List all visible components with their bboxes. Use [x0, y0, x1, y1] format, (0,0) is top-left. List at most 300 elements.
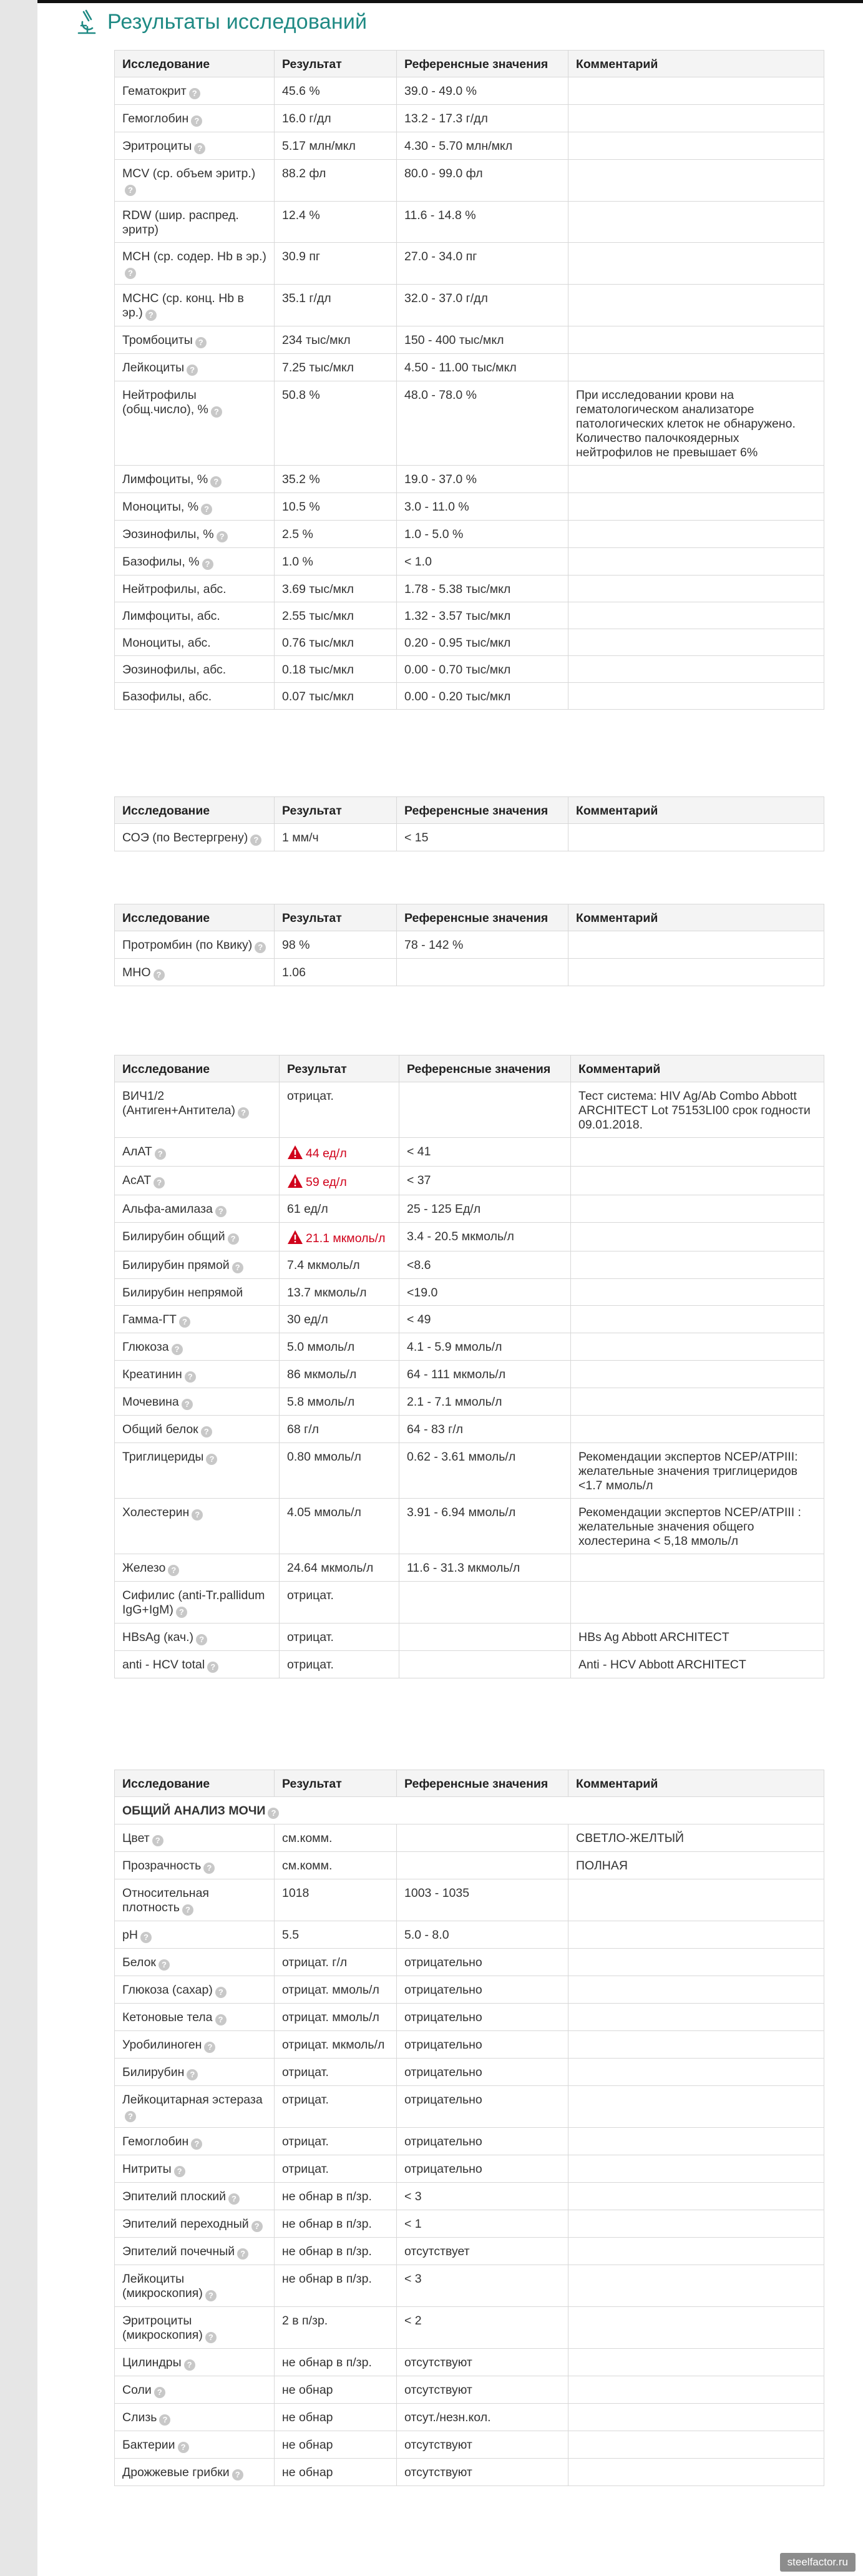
comment-cell: [568, 105, 824, 132]
test-name: Нейтрофилы (общ.число), %: [122, 388, 208, 416]
table-row: [115, 354, 824, 381]
result-value: 35.1 г/дл: [282, 291, 331, 305]
help-icon[interactable]: ?: [168, 1565, 179, 1576]
help-icon[interactable]: ?: [205, 2332, 217, 2343]
help-icon[interactable]: ?: [154, 2387, 165, 2398]
comment-cell: [568, 77, 824, 105]
comment-cell: [568, 575, 824, 602]
reference-value: 32.0 - 37.0 г/дл: [404, 291, 488, 305]
reference-cell: [397, 1852, 568, 1879]
table-row: [115, 2086, 824, 2128]
result-cell: [275, 2031, 397, 2059]
help-icon[interactable]: ?: [217, 531, 228, 542]
test-name: Альфа-амилаза: [122, 1202, 213, 1216]
reference-cell: [399, 1651, 571, 1678]
test-name-cell: [115, 548, 275, 575]
help-icon[interactable]: ?: [182, 1904, 193, 1916]
reference-cell: [397, 2404, 568, 2431]
test-name-cell: [115, 1623, 280, 1651]
test-name: Лейкоцитарная эстераза: [122, 2093, 263, 2107]
test-name: Мочевина: [122, 1395, 179, 1409]
comment-cell: [568, 2307, 824, 2349]
table-row: [115, 2459, 824, 2486]
help-icon[interactable]: ?: [211, 406, 222, 418]
comment-cell: [568, 354, 824, 381]
table-row: [115, 1361, 824, 1388]
comment-cell: [568, 2459, 824, 2486]
reference-cell: [399, 1223, 571, 1251]
test-name: Триглицериды: [122, 1450, 204, 1464]
test-name-cell: [115, 2210, 275, 2238]
table-row: [115, 1223, 824, 1251]
reference-cell: [397, 629, 568, 656]
result-cell: [275, 493, 397, 521]
result-value: отрицат. мкмоль/л: [282, 2038, 385, 2052]
test-name-cell: [115, 959, 275, 986]
help-icon[interactable]: ?: [189, 88, 200, 99]
result-cell: [275, 2431, 397, 2459]
comment-cell: [568, 2059, 824, 2086]
comment-cell: [568, 202, 824, 243]
table-row: [115, 683, 824, 710]
test-name-cell: [115, 1416, 280, 1443]
help-icon[interactable]: ?: [195, 337, 207, 348]
test-name: Бактерии: [122, 2438, 175, 2452]
result-cell: [275, 602, 397, 629]
test-name-cell: [115, 2349, 275, 2376]
reference-cell: [397, 2431, 568, 2459]
comment-cell: [568, 160, 824, 202]
table-row: [115, 1306, 824, 1333]
test-name-cell: [115, 2238, 275, 2265]
test-name-cell: [115, 243, 275, 285]
result-value: отрицат.: [287, 1589, 334, 1602]
reference-value: < 1.0: [404, 555, 432, 569]
col-header-reference: Референсные значения: [399, 1055, 571, 1082]
test-name-cell: [115, 1251, 280, 1279]
help-icon[interactable]: ?: [251, 2221, 263, 2232]
reference-value: < 41: [407, 1145, 431, 1158]
help-icon[interactable]: ?: [187, 2069, 198, 2080]
result-value: 0.07 тыс/мкл: [282, 690, 354, 703]
reference-cell: [397, 575, 568, 602]
comment-cell: [568, 381, 824, 466]
help-icon[interactable]: ?: [204, 2042, 215, 2053]
reference-value: 1.0 - 5.0 %: [404, 527, 464, 541]
comment-cell: [571, 1306, 824, 1333]
top-bar: [0, 0, 863, 3]
result-cell: [275, 77, 397, 105]
result-cell: [275, 1879, 397, 1921]
result-value: 35.2 %: [282, 473, 320, 486]
table-row: [115, 2210, 824, 2238]
help-icon[interactable]: ?: [215, 2014, 227, 2025]
help-icon[interactable]: ?: [154, 969, 165, 981]
reference-cell: [399, 1167, 571, 1195]
comment-cell: [568, 2265, 824, 2307]
test-name: MCV (ср. объем эритр.): [122, 167, 256, 180]
reference-cell: [399, 1554, 571, 1582]
help-icon[interactable]: ?: [250, 835, 261, 846]
col-header-comment: Комментарий: [568, 1770, 824, 1797]
result-cell: [275, 2086, 397, 2128]
result-cell: [275, 824, 397, 851]
reference-value: отсутствует: [404, 2245, 470, 2258]
reference-value: 4.1 - 5.9 ммоль/л: [407, 1340, 502, 1354]
reference-cell: [399, 1623, 571, 1651]
result-cell: [275, 2155, 397, 2183]
test-name-cell: [115, 1651, 280, 1678]
result-value: не обнар в п/зр.: [282, 2245, 372, 2258]
test-name: Креатинин: [122, 1368, 182, 1381]
test-name-cell: [115, 77, 275, 105]
result-cell: [275, 548, 397, 575]
help-icon[interactable]: ?: [232, 2469, 243, 2481]
help-icon[interactable]: ?: [145, 310, 157, 321]
reference-cell: [397, 2265, 568, 2307]
result-value: отрицат.: [282, 2093, 329, 2107]
comment-cell: [568, 1921, 824, 1949]
reference-cell: [397, 2031, 568, 2059]
result-cell: [280, 1279, 399, 1306]
reference-cell: [397, 683, 568, 710]
help-icon[interactable]: ?: [185, 1371, 196, 1383]
reference-cell: [399, 1582, 571, 1623]
comment-cell: [571, 1167, 824, 1195]
result-value: 16.0 г/дл: [282, 112, 331, 125]
test-name: СОЭ (по Вестергрену): [122, 831, 248, 845]
test-name: Цилиндры: [122, 2356, 182, 2369]
test-name: Гематокрит: [122, 84, 187, 98]
comment-text: СВЕТЛО-ЖЕЛТЫЙ: [576, 1831, 685, 1845]
test-name: Глюкоза (сахар): [122, 1983, 213, 1997]
help-icon[interactable]: ?: [194, 143, 205, 154]
result-value: не обнар в п/зр.: [282, 2356, 372, 2369]
test-name-cell: [115, 2004, 275, 2031]
help-icon[interactable]: ?: [203, 1863, 215, 1874]
test-name-cell: [115, 466, 275, 493]
comment-cell: [571, 1251, 824, 1279]
help-icon[interactable]: ?: [172, 1344, 183, 1355]
reference-cell: [397, 2210, 568, 2238]
comment-cell: [568, 683, 824, 710]
test-name: MCH (ср. содер. Hb в эр.): [122, 250, 266, 263]
reference-value: < 37: [407, 1173, 431, 1187]
result-value: не обнар в п/зр.: [282, 2272, 372, 2286]
result-value: 5.8 ммоль/л: [287, 1395, 355, 1409]
reference-cell: [397, 77, 568, 105]
test-name: АлАТ: [122, 1145, 152, 1158]
reference-value: 3.0 - 11.0 %: [404, 500, 469, 514]
test-name-cell: [115, 354, 275, 381]
table-row: [115, 1976, 824, 2004]
reference-cell: [397, 160, 568, 202]
comment-cell: [568, 2004, 824, 2031]
result-value-flagged: 21.1 мкмоль/л: [306, 1232, 386, 1245]
result-value: отрицат.: [287, 1658, 334, 1672]
result-value: отрицат.: [287, 1630, 334, 1644]
reference-value: 27.0 - 34.0 пг: [404, 250, 477, 263]
help-icon[interactable]: ?: [174, 2166, 185, 2177]
warning-icon: [287, 1173, 303, 1188]
help-icon[interactable]: ?: [215, 1987, 227, 1998]
help-icon[interactable]: ?: [237, 2248, 248, 2260]
comment-cell: [571, 1388, 824, 1416]
test-name-cell: [115, 285, 275, 326]
col-header-result: Результат: [275, 1770, 397, 1797]
help-icon[interactable]: ?: [178, 2442, 189, 2453]
table-row: [115, 1195, 824, 1223]
test-name-cell: [115, 1279, 280, 1306]
col-header-comment: Комментарий: [568, 904, 824, 931]
comment-text: HBs Ag Abbott ARCHITECT: [578, 1630, 729, 1644]
help-icon[interactable]: ?: [196, 1634, 207, 1645]
reference-value: отрицательно: [404, 2093, 482, 2107]
table-row: [115, 2307, 824, 2349]
result-cell: [280, 1499, 399, 1554]
help-icon[interactable]: ?: [201, 504, 212, 515]
test-name: MCHC (ср. конц. Hb в эр.): [122, 291, 244, 320]
col-header-test: Исследование: [115, 1055, 280, 1082]
comment-text: Рекомендации экспертов NCEP/ATPIII: желательные значения триглицеридов <1.7 ммоль/л: [578, 1450, 798, 1492]
help-icon[interactable]: ?: [191, 115, 202, 127]
comment-text: Тест система: HIV Ag/Ab Combo Abbott ARCHITECT Lot 75153LI00 срок годности 09.01.2018.: [578, 1089, 811, 1132]
test-name: Слизь: [122, 2411, 157, 2424]
comment-cell: [568, 132, 824, 160]
table-row: [115, 160, 824, 202]
reference-value: отсут./незн.кол.: [404, 2411, 491, 2424]
reference-value: отрицательно: [404, 1956, 482, 1969]
help-icon[interactable]: ?: [125, 185, 136, 196]
result-cell: [275, 2265, 397, 2307]
col-header-result: Результат: [280, 1055, 399, 1082]
help-icon[interactable]: ?: [125, 268, 136, 279]
help-icon[interactable]: ?: [191, 2138, 202, 2150]
result-value: 88.2 фл: [282, 167, 326, 180]
result-value: не обнар: [282, 2383, 333, 2397]
warning-icon: [287, 1230, 303, 1245]
comment-cell: [568, 548, 824, 575]
reference-cell: [397, 1949, 568, 1976]
comment-cell: [568, 2031, 824, 2059]
help-icon[interactable]: ?: [268, 1808, 279, 1819]
result-cell: [275, 2404, 397, 2431]
reference-value: 5.0 - 8.0: [404, 1928, 449, 1942]
reference-cell: [397, 132, 568, 160]
comment-cell: [568, 2376, 824, 2404]
help-icon[interactable]: ?: [232, 1262, 243, 1273]
reference-value: < 3: [404, 2190, 422, 2203]
reference-cell: [397, 959, 568, 986]
reference-value: отрицательно: [404, 2162, 482, 2176]
result-value: 86 мкмоль/л: [287, 1368, 357, 1381]
table-row: [115, 1651, 824, 1678]
test-name: Нейтрофилы, абс.: [122, 582, 227, 596]
help-icon[interactable]: ?: [238, 1107, 249, 1119]
reference-value: 78 - 142 %: [404, 938, 464, 952]
reference-cell: [399, 1251, 571, 1279]
test-name: Билирубин общий: [122, 1230, 225, 1243]
comment-cell: [571, 1499, 824, 1554]
comment-cell: [571, 1582, 824, 1623]
result-value: отрицат.: [282, 2135, 329, 2148]
test-name-cell: [115, 2128, 275, 2155]
reference-value: 19.0 - 37.0 %: [404, 473, 477, 486]
help-icon[interactable]: ?: [182, 1399, 193, 1410]
reference-cell: [399, 1306, 571, 1333]
table-row: [115, 285, 824, 326]
table-row: [115, 132, 824, 160]
test-name-cell: [115, 2307, 275, 2349]
table-row: [115, 548, 824, 575]
col-header-result: Результат: [275, 904, 397, 931]
result-value: 61 ед/л: [287, 1202, 328, 1216]
reference-cell: [397, 493, 568, 521]
col-header-test: Исследование: [115, 797, 275, 824]
site-watermark: steelfactor.ru: [780, 2553, 856, 2572]
reference-value: 0.00 - 0.70 тыс/мкл: [404, 663, 511, 677]
help-icon[interactable]: ?: [158, 1959, 170, 1971]
table-row: [115, 326, 824, 354]
test-name-cell: [115, 1554, 280, 1582]
reference-cell: [399, 1333, 571, 1361]
test-name: HBsAg (кач.): [122, 1630, 194, 1644]
warning-icon: [287, 1145, 303, 1160]
help-icon[interactable]: ?: [210, 476, 222, 487]
result-cell: [275, 1824, 397, 1852]
results-table-2: [114, 796, 824, 851]
help-icon[interactable]: ?: [201, 1426, 212, 1437]
test-name-cell: [115, 1949, 275, 1976]
help-icon[interactable]: ?: [159, 2414, 170, 2426]
help-icon[interactable]: ?: [125, 2111, 136, 2122]
result-cell: [280, 1416, 399, 1443]
comment-cell: [568, 931, 824, 959]
reference-value: отсутствуют: [404, 2466, 472, 2479]
table-row: [115, 2059, 824, 2086]
comment-cell: [568, 959, 824, 986]
test-name-cell: [115, 1195, 280, 1223]
comment-cell: [568, 824, 824, 851]
help-icon[interactable]: ?: [255, 942, 266, 953]
help-icon[interactable]: ?: [228, 1233, 239, 1245]
comment-cell: [568, 2128, 824, 2155]
reference-cell: [397, 2183, 568, 2210]
test-name: Протромбин (по Квику): [122, 938, 253, 952]
comment-cell: [568, 1824, 824, 1852]
test-name-cell: [115, 1388, 280, 1416]
table-row: [115, 1582, 824, 1623]
reference-value: 11.6 - 31.3 мкмоль/л: [407, 1561, 520, 1575]
comment-cell: [571, 1443, 824, 1499]
test-name-cell: [115, 2404, 275, 2431]
reference-cell: [399, 1416, 571, 1443]
col-header-comment: Комментарий: [568, 51, 824, 77]
test-name-cell: [115, 1976, 275, 2004]
help-icon[interactable]: ?: [154, 1177, 165, 1188]
help-icon[interactable]: ?: [152, 1835, 163, 1846]
reference-cell: [397, 1824, 568, 1852]
reference-cell: [397, 326, 568, 354]
test-name-cell: [115, 1582, 280, 1623]
help-icon[interactable]: ?: [192, 1509, 203, 1521]
test-name: Лейкоциты (микроскопия): [122, 2272, 203, 2300]
result-value: 2.55 тыс/мкл: [282, 609, 354, 623]
reference-cell: [397, 243, 568, 285]
reference-cell: [397, 2376, 568, 2404]
comment-cell: [568, 2238, 824, 2265]
help-icon[interactable]: ?: [202, 559, 213, 570]
result-cell: [280, 1623, 399, 1651]
comment-cell: [571, 1416, 824, 1443]
test-name: Общий белок: [122, 1423, 198, 1436]
table-row: [115, 1279, 824, 1306]
reference-cell: [397, 2349, 568, 2376]
reference-value: < 15: [404, 831, 429, 845]
test-name: Белок: [122, 1956, 156, 1969]
result-cell: [275, 521, 397, 548]
comment-cell: [568, 2404, 824, 2431]
reference-value: 150 - 400 тыс/мкл: [404, 333, 504, 347]
help-icon[interactable]: ?: [207, 1662, 218, 1673]
comment-cell: [568, 521, 824, 548]
table-row: [115, 105, 824, 132]
table-row: [115, 1852, 824, 1879]
help-icon[interactable]: ?: [184, 2359, 195, 2371]
reference-value: отсутствуют: [404, 2438, 472, 2452]
result-value: см.комм.: [282, 1831, 333, 1845]
result-cell: [275, 326, 397, 354]
result-value: отрицат. ммоль/л: [282, 2010, 379, 2024]
result-value: 68 г/л: [287, 1423, 319, 1436]
help-icon[interactable]: ?: [176, 1607, 187, 1618]
reference-cell: [399, 1443, 571, 1499]
reference-cell: [397, 2155, 568, 2183]
test-name-cell: [115, 1852, 275, 1879]
comment-cell: [568, 2349, 824, 2376]
result-value: отрицат.: [282, 2065, 329, 2079]
help-icon[interactable]: ?: [206, 1454, 217, 1465]
comment-cell: [571, 1082, 824, 1138]
help-icon[interactable]: ?: [215, 1206, 227, 1217]
help-icon[interactable]: ?: [228, 2193, 240, 2205]
table-row: [115, 1623, 824, 1651]
reference-cell: [397, 2059, 568, 2086]
table-row: [115, 1921, 824, 1949]
help-icon[interactable]: ?: [155, 1148, 166, 1160]
result-cell: [275, 2183, 397, 2210]
result-cell: [280, 1582, 399, 1623]
reference-value: 0.62 - 3.61 ммоль/л: [407, 1450, 516, 1464]
test-name-cell: [115, 1443, 280, 1499]
reference-value: 39.0 - 49.0 %: [404, 84, 477, 98]
col-header-reference: Референсные значения: [397, 797, 568, 824]
table-row: [115, 2238, 824, 2265]
reference-cell: [399, 1499, 571, 1554]
result-value: не обнар: [282, 2466, 333, 2479]
test-name-cell: [115, 824, 275, 851]
help-icon[interactable]: ?: [179, 1316, 190, 1328]
comment-cell: [568, 2183, 824, 2210]
help-icon[interactable]: ?: [205, 2290, 217, 2301]
help-icon[interactable]: ?: [140, 1932, 152, 1943]
test-name-cell: [115, 521, 275, 548]
test-name: Нитриты: [122, 2162, 172, 2176]
result-cell: [280, 1223, 399, 1251]
help-icon[interactable]: ?: [187, 365, 198, 376]
result-value: 5.5: [282, 1928, 300, 1942]
test-name-cell: [115, 493, 275, 521]
